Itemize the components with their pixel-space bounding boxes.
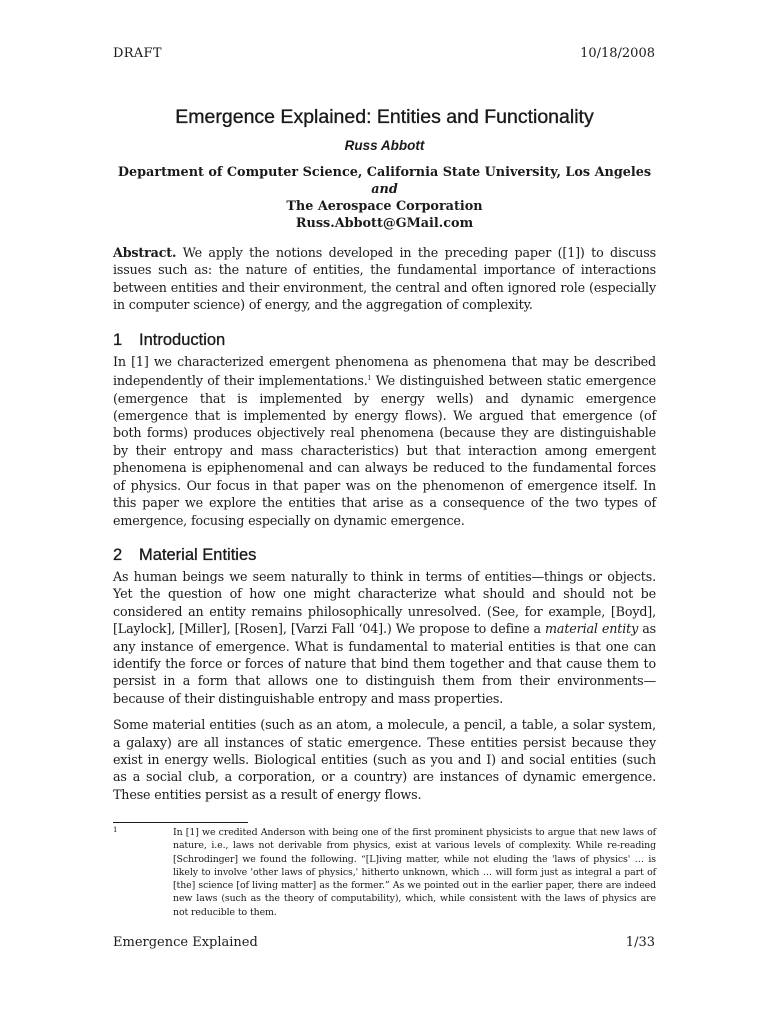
paper-title: Emergence Explained: Entities and Functionality <box>175 106 594 128</box>
affiliation-organization: The Aerospace Corporation <box>286 199 483 214</box>
page-number: 1/33 <box>625 935 655 950</box>
affiliation-block <box>113 164 656 232</box>
paragraph-text: We distinguished between static emergence (emergence that is implemented by energy wells) and dynamic emergence (emergence that is implemented by energy flows). We argued that emergence (of both forms) produces objectively real phenomena (because they are distinguishable by their entropy and mass characteristics) but that interaction among emergent phenomena is epiphenomenal and can always be reduced to the fundamental forces of physics. Our focus in that paper was on the phenomenon of emergence itself. In this paper we explore the entities that arise as a consequence of the two types of emergence, focusing especially on dynamic emergence. <box>113 373 656 528</box>
section-heading-introduction <box>113 330 656 350</box>
running-header-date: 10/18/2008 <box>580 46 655 61</box>
running-footer-title: Emergence Explained <box>113 935 258 950</box>
abstract-text: We apply the notions developed in the preceding paper ([1]) to discuss issues such as: the nature of entities, the fundamental importance of interactions between entities and their environment, the central and often ignored role (especially in computer science) of energy, and the aggregation of complexity. <box>113 245 656 313</box>
footnote-reference: 1 <box>367 375 372 383</box>
introduction-paragraph <box>113 353 656 529</box>
paragraph-text: as any instance of emergence. What is fundamental to material entities is that one can identify the force or forces of nature that bind them together and that cause them to persist in a form that allows one to distinguish them from their environments—because of their distinguishable entropy and mass properties. <box>113 621 656 706</box>
paragraph-text: In [1] we characterized emergent phenomena as phenomena that may be described independently of their implementations. <box>113 353 656 389</box>
affiliation-and: and <box>371 182 398 197</box>
section-title: Introduction <box>139 330 226 349</box>
footnote <box>113 826 656 919</box>
author-email: Russ.Abbott@GMail.com <box>295 216 474 231</box>
footnote-text: In [1] we credited Anderson with being one of the first prominent physicists to argue that new laws of nature, i.e., laws not derivable from physics, exist at various levels of complexity. While re-reading [Schrodinger] we found the following. “[L]iving matter, while not eluding the 'laws of physics' … is likely to involve 'other laws of physics,' hitherto unknown, which … will form just as integral a part of [the] science [of living matter] as the former.” As we pointed out in the earlier paper, there are indeed new laws (such as the theory of computability), which, while consistent with the laws of physics are not reducible to them. <box>173 827 656 918</box>
paragraph-text: As human beings we seem naturally to think in terms of entities—things or objects. Yet the question of how one might characterize what should and should not be considered an entity remains philosophically unresolved. (See, for example, [Boyd], [Laylock], [Miller], [Rosen], [Varzi Fall ‘04].) We propose to define a <box>113 568 656 637</box>
material-entities-paragraph-2: Some material entities (such as an atom, a molecule, a pencil, a table, a solar system, a galaxy) are all instances of static emergence. These entities persist because they exist in energy wells. Biological entities (such as you and I) and social entities (such as a social club, a corporation, or a country) are instances of dynamic emergence. These entities persist as a result of energy flows. <box>113 717 656 802</box>
abstract-label: Abstract. <box>113 245 177 260</box>
section-heading-material-entities <box>113 545 656 565</box>
abstract <box>113 244 656 314</box>
running-header-draft: DRAFT <box>113 46 162 61</box>
section-title: Material Entities <box>139 545 257 564</box>
footnote-mark: 1 <box>113 826 118 834</box>
emphasized-term: material entity <box>545 621 639 637</box>
section-number: 1 <box>113 330 123 349</box>
material-entities-paragraph-1 <box>113 568 656 707</box>
author-name: Russ Abbott <box>344 138 425 153</box>
page-content <box>113 104 656 803</box>
section-number: 2 <box>113 545 123 564</box>
footnote-separator <box>113 822 248 823</box>
affiliation-department: Department of Computer Science, California State University, Los Angeles <box>117 165 652 180</box>
